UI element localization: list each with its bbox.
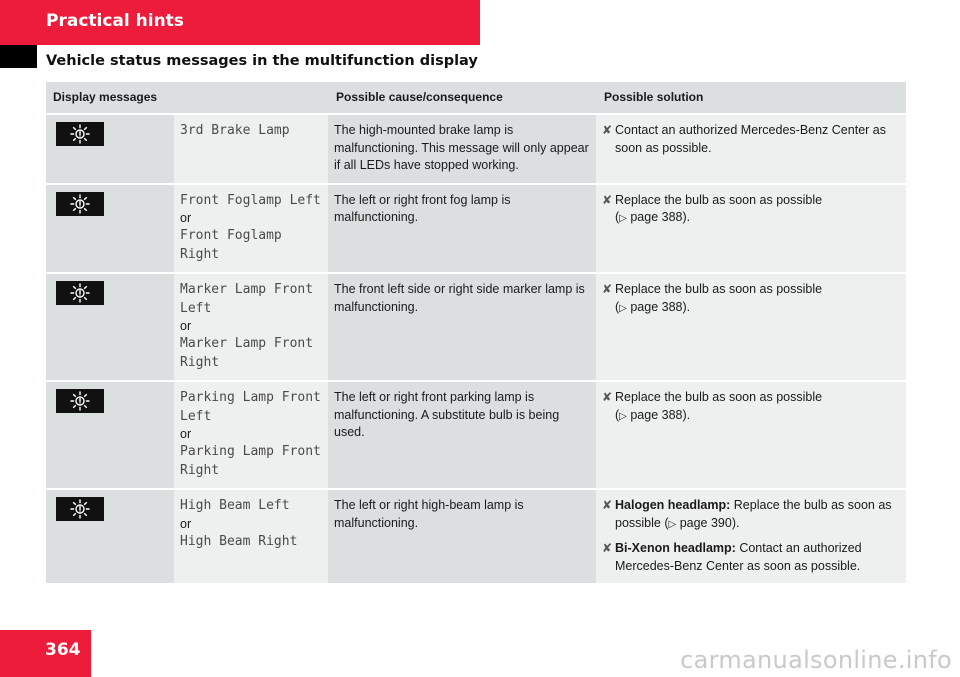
table-row — [46, 114, 906, 184]
page-ref-arrow-icon: ▷ — [619, 213, 627, 224]
solution-item — [602, 540, 900, 575]
cause-cell: The left or right front fog lamp is malfunctioning. — [328, 184, 596, 274]
section-title: Vehicle status messages in the multifunction display — [46, 53, 478, 69]
solution-text: Replace the bulb as soon as possible — [615, 390, 823, 404]
display-message-cell — [174, 381, 328, 489]
page-reference: page 390). — [679, 515, 740, 530]
icon-cell — [46, 489, 174, 584]
solution-text: Replace the bulb as soon as possible — [615, 192, 823, 207]
display-message: Front Foglamp Left — [180, 192, 321, 208]
page-reference: page 388). — [630, 407, 691, 422]
or-label: or — [180, 319, 192, 333]
display-message: Parking Lamp Front Right — [180, 444, 321, 478]
page-reference: page 388). — [630, 299, 691, 314]
display-message: High Beam Right — [180, 533, 298, 549]
solution-item: ✘ Replace the bulb as soon as possible (▷ page 388). — [602, 282, 823, 314]
action-arrow-icon: ✘ — [602, 541, 613, 555]
display-message-cell — [174, 273, 328, 381]
action-arrow-icon: ✘ — [602, 390, 613, 404]
action-arrow-icon: ✘ — [602, 123, 613, 137]
page-ref-arrow-icon: ▷ — [668, 518, 677, 530]
solution-cell — [596, 184, 906, 274]
black-tab — [0, 45, 37, 68]
solution-cell — [596, 381, 906, 489]
solution-item — [602, 497, 900, 533]
or-label: or — [180, 211, 192, 225]
icon-cell — [46, 184, 174, 274]
bulb-failure-icon — [56, 281, 104, 305]
display-message-cell — [174, 184, 328, 274]
solution-cell — [596, 489, 906, 584]
solution-text: Replace the bulb as soon as possible ( — [615, 498, 892, 530]
solution-cell — [596, 114, 906, 184]
action-arrow-icon: ✘ — [602, 282, 613, 296]
solution-bold-label: Bi-Xenon headlamp: — [615, 541, 736, 555]
cause-cell: The left or right front parking lamp is malfunctioning. A substitute bulb is being used. — [328, 381, 596, 489]
solution-item: ✘ Replace the bulb as soon as possible (▷ page 388). — [602, 192, 823, 224]
solution-text: Contact an authorized Mercedes-Benz Center as soon as possible. — [615, 123, 886, 155]
solution-text: Replace the bulb as soon as possible — [615, 282, 823, 296]
display-message: High Beam Left — [180, 498, 290, 513]
action-arrow-icon: ✘ — [602, 192, 613, 207]
page-reference: page 388). — [630, 210, 691, 224]
bulb-failure-icon — [56, 497, 104, 521]
table-header-row — [46, 82, 906, 114]
header-display-messages: Display messages — [46, 82, 328, 114]
icon-cell — [46, 381, 174, 489]
solution-text: Contact an authorized Mercedes-Benz Center as soon as possible. — [615, 541, 862, 573]
display-message-cell — [174, 114, 328, 184]
or-label: or — [180, 516, 192, 531]
table-row — [46, 184, 906, 274]
solution-cell — [596, 273, 906, 381]
display-message: Marker Lamp Front Right — [180, 336, 314, 370]
status-messages-table — [46, 82, 906, 585]
header-possible-solution: Possible solution — [596, 82, 906, 114]
table-row — [46, 273, 906, 381]
table-row — [46, 381, 906, 489]
solution-item — [602, 122, 900, 157]
icon-cell — [46, 114, 174, 184]
solution-bold-label: Halogen headlamp: — [615, 498, 731, 512]
display-message: 3rd Brake Lamp — [180, 123, 290, 138]
bulb-failure-icon — [56, 192, 104, 216]
solution-item: ✘ Replace the bulb as soon as possible (▷ page 388). — [602, 390, 823, 422]
header-title: Practical hints — [46, 11, 184, 31]
icon-cell — [46, 273, 174, 381]
cause-cell: The front left side or right side marker lamp is malfunctioning. — [328, 273, 596, 381]
action-arrow-icon: ✘ — [602, 498, 613, 512]
or-label: or — [180, 427, 192, 441]
watermark: carmanualsonline.info — [680, 646, 952, 674]
page-ref-arrow-icon: ▷ — [619, 302, 627, 314]
page-number: 364 — [45, 640, 81, 660]
page-ref-arrow-icon: ▷ — [619, 410, 627, 422]
header-possible-cause: Possible cause/consequence — [328, 82, 596, 114]
bulb-failure-icon — [56, 122, 104, 146]
bulb-failure-icon — [56, 389, 104, 413]
table-row — [46, 489, 906, 584]
display-message: Marker Lamp Front Left — [180, 282, 314, 316]
display-message-cell — [174, 489, 328, 584]
display-message: Parking Lamp Front Left — [180, 390, 321, 424]
cause-cell: The left or right high-beam lamp is malfunctioning. — [328, 489, 596, 584]
display-message: Front Foglamp Right — [180, 228, 282, 262]
cause-cell: The high-mounted brake lamp is malfunctioning. This message will only appear if all LEDs have stopped working. — [328, 114, 596, 184]
